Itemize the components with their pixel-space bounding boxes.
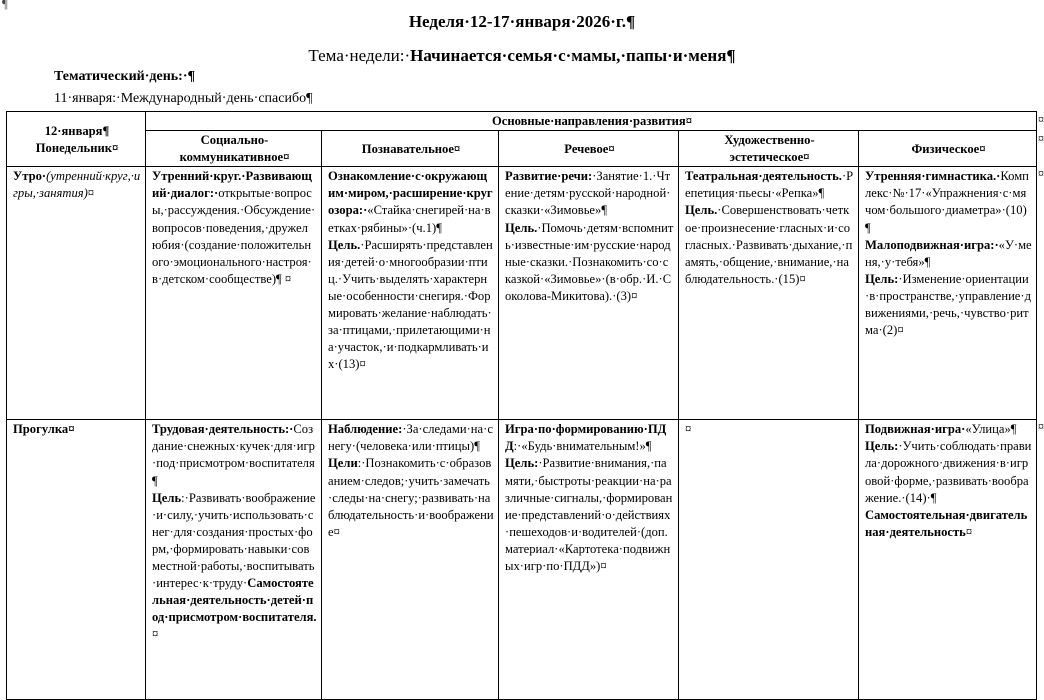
cell-text: ·Помочь·детям·вспомнить·известные·им·русские·народные·сказки.·Познакомить·со·сказкой·«Зимовье»·(в·обр.·И.·Соколова-Микитова).·(3)¤ [505,220,674,303]
cell-text: ·За·следами·на·снегу·(человека·или·птицы)¶ [328,422,493,454]
cell-text-bold: Цель. [685,203,718,218]
week-theme-prefix: Тема·недели:· [308,46,411,65]
cell-text: :·Развивать·воображение·и·силу,·учить·использовать·снег·для·создания·простых·форм,·формировать·навыки·совместной·работы,·воспитывать·интерес·к·труду· [152,490,316,591]
cell-morning-social [146,167,322,420]
cell-text: ·Изменение·ориентации·в·пространстве,·управление·движениями,·речь,·чувство·ритма·(2)¤ [865,271,1032,338]
cell-text-bold: Театральная·деятельность. [685,169,842,184]
column-header-social: Социально-коммуникативное¤ [146,131,322,167]
cell-text: ¤ [965,524,973,539]
cell-text-bold: Цель: [505,456,539,471]
cell-text-bold: Утренний·круг.· [152,169,246,184]
cell-text: Комплекс·№·17·«Упражнения·с·мячом·большого·диаметра»·(10)¶ [865,169,1029,235]
cell-text-bold: Ознакомление·с·окружающим·миром,·расширение·кругозора:· [328,169,493,218]
column-header-physical: Физическое¤ [859,131,1037,167]
row-end-mark: ¤ [1038,166,1044,180]
cell-text: ·Учить·соблюдать·правила·дорожного·движения·в·игровой·форме,·развивать·воображение.·(14)·¶ [865,439,1032,505]
cell-text: ¤ [685,422,692,437]
row-label-bold: Утро· [13,169,47,184]
week-theme [0,46,1044,66]
cell-text-bold: Цели [328,456,358,471]
cell-text: ·Расширять·представления·детей·о·многообразии·птиц.·Учить·выделять·характерные·особенности·снегиря.·Формировать·желание·наблюдать·за·птицами,·прилетающими·на·участок,·и·подкармливать·их·(13)¤ [328,237,493,372]
holiday-line: 11·января:·Международный·день·спасибо¶ [54,91,313,106]
cell-text: :·Познакомить·с·образованием·следов;·учить·замечать·следы·на·снегу;·развивать·наблюдательность·и·воображение¤ [328,456,494,539]
cell-text: «У·меня,·у·тебя»¶ [865,237,1032,269]
cell-text: ¤ [152,627,159,642]
row-label-italic: (утренний·круг,·игры,·занятия)¤ [13,169,141,201]
row-end-mark: ¤ [1038,419,1044,433]
cell-text-bold: Утренняя·гимнастика.· [865,169,1001,184]
row-label-morning [7,167,146,420]
cell-morning-cognitive [322,167,499,420]
plan-table [6,111,1037,700]
cell-text: ·Совершенствовать·четкое·произнесение·гласных·и·согласных.·Развивать·дыхание,·память,·общение,·внимание,·наблюдательность.·(15)¤ [685,203,853,286]
cell-text: ·Репетиция·пьесы·«Репка»¶ [685,169,854,201]
cell-text-bold: Цель: [865,271,899,286]
cell-text: Создание·снежных·кучек·для·игр·под·присмотром·воспитателя¶ [152,422,315,488]
cell-walk-artistic [679,420,859,700]
cell-text: «Стайка·снегирей·на·ветках·рябины»·(ч.1)¶ [328,203,491,235]
column-header-row [7,131,1037,167]
cell-text-bold: Трудовая·деятельность:· [152,422,294,437]
cell-text-bold: Цель: [865,439,899,454]
cell-walk-social [146,420,322,700]
cell-text-bold: Наблюдение: [328,422,403,437]
row-label-bold: Прогулка¤ [13,422,75,437]
cell-text-bold: Самостоятельная·двигательная·деятельность [865,507,1028,539]
cell-text-bold: Цель. [328,237,361,252]
cell-text-bold: Развивающий·диалог:· [152,169,312,201]
cell-text-bold: Малоподвижная·игра:· [865,237,999,252]
cell-walk-physical [859,420,1037,700]
row-end-mark: ¤ [1038,131,1044,145]
cell-text-bold: Самостоятельная·деятельность·детей·под·присмотром·воспитателя. [152,576,317,625]
column-header-artistic: Художественно-эстетическое¤ [679,131,859,167]
row-label-walk [7,420,146,700]
paragraph-mark: ¶ [2,0,8,11]
cell-text: :·«Будь·внимательным!»¶ [513,439,652,454]
table-row-morning [7,167,1037,420]
cell-morning-physical [859,167,1037,420]
cell-walk-cognitive [322,420,499,700]
cell-text-bold: Цель [152,490,182,505]
cell-text-bold: Цель. [505,220,538,235]
cell-text-bold: Подвижная·игра· [865,422,966,437]
cell-morning-artistic [679,167,859,420]
column-header-speech: Речевое¤ [499,131,679,167]
cell-text-bold: Игра·по·формированию·ПДД [505,422,667,454]
group-header-cell: Основные·направления·развития¤ [146,112,1037,131]
cell-text: ·Занятие·1.·Чтение·детям·русской·народной·сказки·«Зимовье»¶ [505,169,671,218]
row-end-mark: ¤ [1038,112,1044,126]
week-theme-value: Начинается·семья·с·мамы,·папы·и·меня¶ [410,46,736,65]
cell-text: «Улица»¶ [965,422,1017,437]
table-row-walk [7,420,1037,700]
document-title: Неделя·12-17·января·2026·г.¶ [408,12,636,31]
cell-text-bold: Развитие·речи: [505,169,593,184]
thematic-day-heading: Тематический·день:·¶ [54,69,196,84]
cell-morning-speech [499,167,679,420]
day-cell: 12·января¶ Понедельник¤ [7,112,146,167]
column-header-cognitive: Познавательное¤ [322,131,499,167]
cell-text: ·Развитие·внимания,·памяти,·быстроты·реакции·на·различные·сигналы,·формирование·представлений·о·действиях·пешеходов·и·водителей·(доп.материал·«Картотека·подвижных·игр·по·ПДД»)¤ [505,456,673,574]
cell-text: открытые·вопросы,·рассуждения.·Обсуждение·вопросов·поведения,·дружелюбия·(создание·положительного·эмоционального·настроя·в·детском·сообществе)¶ ¤ [152,186,316,286]
group-header-row [7,112,1037,131]
cell-walk-speech [499,420,679,700]
